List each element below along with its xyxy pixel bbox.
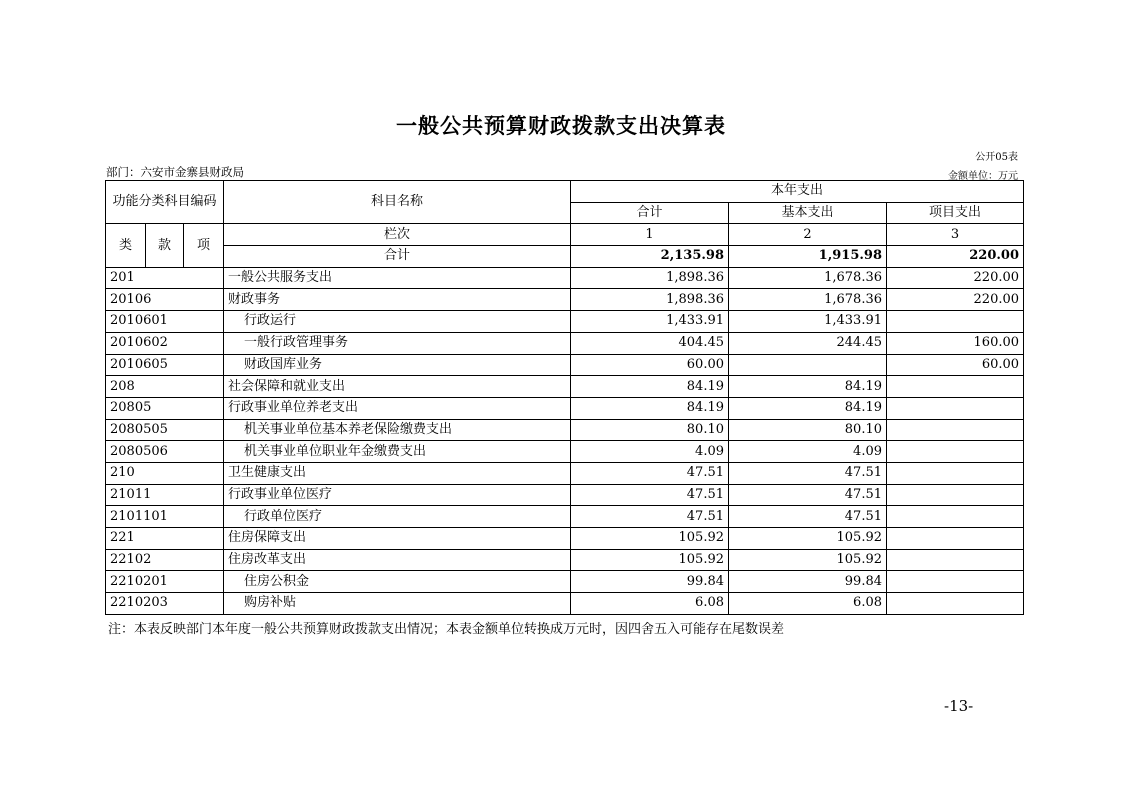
row-basic — [729, 354, 887, 376]
row-basic: 4.09 — [729, 441, 887, 463]
row-name: 行政事业单位养老支出 — [224, 397, 571, 419]
row-code: 2210201 — [106, 571, 224, 593]
table-row — [106, 484, 1024, 506]
row-name: 住房保障支出 — [224, 528, 571, 550]
row-project — [887, 397, 1024, 419]
table-row — [106, 506, 1024, 528]
row-code: 2101101 — [106, 506, 224, 528]
row-code: 210 — [106, 462, 224, 484]
row-total: 1,898.36 — [571, 267, 729, 289]
row-code: 20106 — [106, 289, 224, 311]
row-basic: 47.51 — [729, 462, 887, 484]
page-title: 一般公共预算财政拨款支出决算表 — [396, 114, 726, 138]
func-code-header: 功能分类科目编码 — [106, 181, 224, 224]
row-basic: 6.08 — [729, 593, 887, 615]
row-project — [887, 528, 1024, 550]
row-total: 47.51 — [571, 506, 729, 528]
row-name: 一般行政管理事务 — [224, 332, 571, 354]
row-total: 1,898.36 — [571, 289, 729, 311]
row-project — [887, 462, 1024, 484]
row-code: 2010602 — [106, 332, 224, 354]
row-basic: 1,678.36 — [729, 289, 887, 311]
row-name: 购房补贴 — [224, 593, 571, 615]
row-basic: 47.51 — [729, 484, 887, 506]
row-code: 2010601 — [106, 311, 224, 333]
header-row-1 — [106, 181, 1024, 203]
unit-label: 金额单位：万元 — [948, 171, 1018, 182]
row-code: 22102 — [106, 549, 224, 571]
row-total: 404.45 — [571, 332, 729, 354]
kuan-header: 款 — [146, 224, 184, 267]
column-no-label: 栏次 — [224, 224, 571, 246]
row-code: 2080505 — [106, 419, 224, 441]
row-name: 财政事务 — [224, 289, 571, 311]
row-basic: 99.84 — [729, 571, 887, 593]
row-name: 卫生健康支出 — [224, 462, 571, 484]
total-row-total: 2,135.98 — [571, 246, 729, 268]
table-row — [106, 332, 1024, 354]
row-code: 221 — [106, 528, 224, 550]
total-row-project: 220.00 — [887, 246, 1024, 268]
basic-header: 基本支出 — [729, 202, 887, 224]
row-basic: 80.10 — [729, 419, 887, 441]
col2-no: 2 — [729, 224, 887, 246]
table-row — [106, 571, 1024, 593]
row-project — [887, 419, 1024, 441]
department-label: 部门：六安市金寨县财政局 — [106, 165, 244, 179]
col1-no: 1 — [571, 224, 729, 246]
row-basic: 105.92 — [729, 549, 887, 571]
subject-name-header: 科目名称 — [224, 181, 571, 224]
row-total: 4.09 — [571, 441, 729, 463]
row-total: 80.10 — [571, 419, 729, 441]
total-header: 合计 — [571, 202, 729, 224]
table-row — [106, 267, 1024, 289]
table-row — [106, 593, 1024, 615]
header-row-3 — [106, 224, 1024, 246]
row-project — [887, 549, 1024, 571]
row-total: 84.19 — [571, 397, 729, 419]
row-name: 住房公积金 — [224, 571, 571, 593]
footnote: 注：本表反映部门本年度一般公共预算财政拨款支出情况；本表金额单位转换成万元时，因四舍五入可能存在尾数误差 — [108, 622, 785, 637]
row-basic: 105.92 — [729, 528, 887, 550]
total-row-basic: 1,915.98 — [729, 246, 887, 268]
total-row — [106, 246, 1024, 268]
row-project: 60.00 — [887, 354, 1024, 376]
row-code: 208 — [106, 376, 224, 398]
page-number: -13- — [944, 697, 974, 715]
row-total: 99.84 — [571, 571, 729, 593]
row-basic: 1,678.36 — [729, 267, 887, 289]
row-code: 21011 — [106, 484, 224, 506]
current-year-header: 本年支出 — [571, 181, 1024, 203]
row-total: 105.92 — [571, 549, 729, 571]
row-name: 行政单位医疗 — [224, 506, 571, 528]
row-name: 机关事业单位基本养老保险缴费支出 — [224, 419, 571, 441]
row-basic: 47.51 — [729, 506, 887, 528]
row-total: 1,433.91 — [571, 311, 729, 333]
row-basic: 244.45 — [729, 332, 887, 354]
table-row — [106, 528, 1024, 550]
row-project: 220.00 — [887, 289, 1024, 311]
row-total: 105.92 — [571, 528, 729, 550]
row-project — [887, 506, 1024, 528]
row-name: 机关事业单位职业年金缴费支出 — [224, 441, 571, 463]
row-code: 2080506 — [106, 441, 224, 463]
row-project — [887, 311, 1024, 333]
xiang-header: 项 — [184, 224, 224, 267]
row-project — [887, 484, 1024, 506]
table-row — [106, 419, 1024, 441]
col3-no: 3 — [887, 224, 1024, 246]
row-project — [887, 441, 1024, 463]
row-project — [887, 593, 1024, 615]
row-total: 60.00 — [571, 354, 729, 376]
project-header: 项目支出 — [887, 202, 1024, 224]
row-project — [887, 571, 1024, 593]
expenditure-table — [105, 180, 1024, 615]
lei-header: 类 — [106, 224, 146, 267]
row-project — [887, 376, 1024, 398]
row-basic: 1,433.91 — [729, 311, 887, 333]
row-code: 2010605 — [106, 354, 224, 376]
row-code: 201 — [106, 267, 224, 289]
table-row — [106, 311, 1024, 333]
row-code: 2210203 — [106, 593, 224, 615]
row-name: 行政运行 — [224, 311, 571, 333]
row-project: 220.00 — [887, 267, 1024, 289]
row-name: 住房改革支出 — [224, 549, 571, 571]
row-total: 47.51 — [571, 484, 729, 506]
row-basic: 84.19 — [729, 376, 887, 398]
table-row — [106, 376, 1024, 398]
table-row — [106, 462, 1024, 484]
row-total: 6.08 — [571, 593, 729, 615]
row-code: 20805 — [106, 397, 224, 419]
table-row — [106, 397, 1024, 419]
table-row — [106, 441, 1024, 463]
row-project: 160.00 — [887, 332, 1024, 354]
row-name: 一般公共服务支出 — [224, 267, 571, 289]
table-row — [106, 354, 1024, 376]
row-total: 47.51 — [571, 462, 729, 484]
table-row — [106, 289, 1024, 311]
row-name: 社会保障和就业支出 — [224, 376, 571, 398]
row-basic: 84.19 — [729, 397, 887, 419]
total-row-label: 合计 — [224, 246, 571, 268]
table-row — [106, 549, 1024, 571]
row-name: 行政事业单位医疗 — [224, 484, 571, 506]
row-name: 财政国库业务 — [224, 354, 571, 376]
form-code: 公开05表 — [975, 152, 1018, 163]
row-total: 84.19 — [571, 376, 729, 398]
